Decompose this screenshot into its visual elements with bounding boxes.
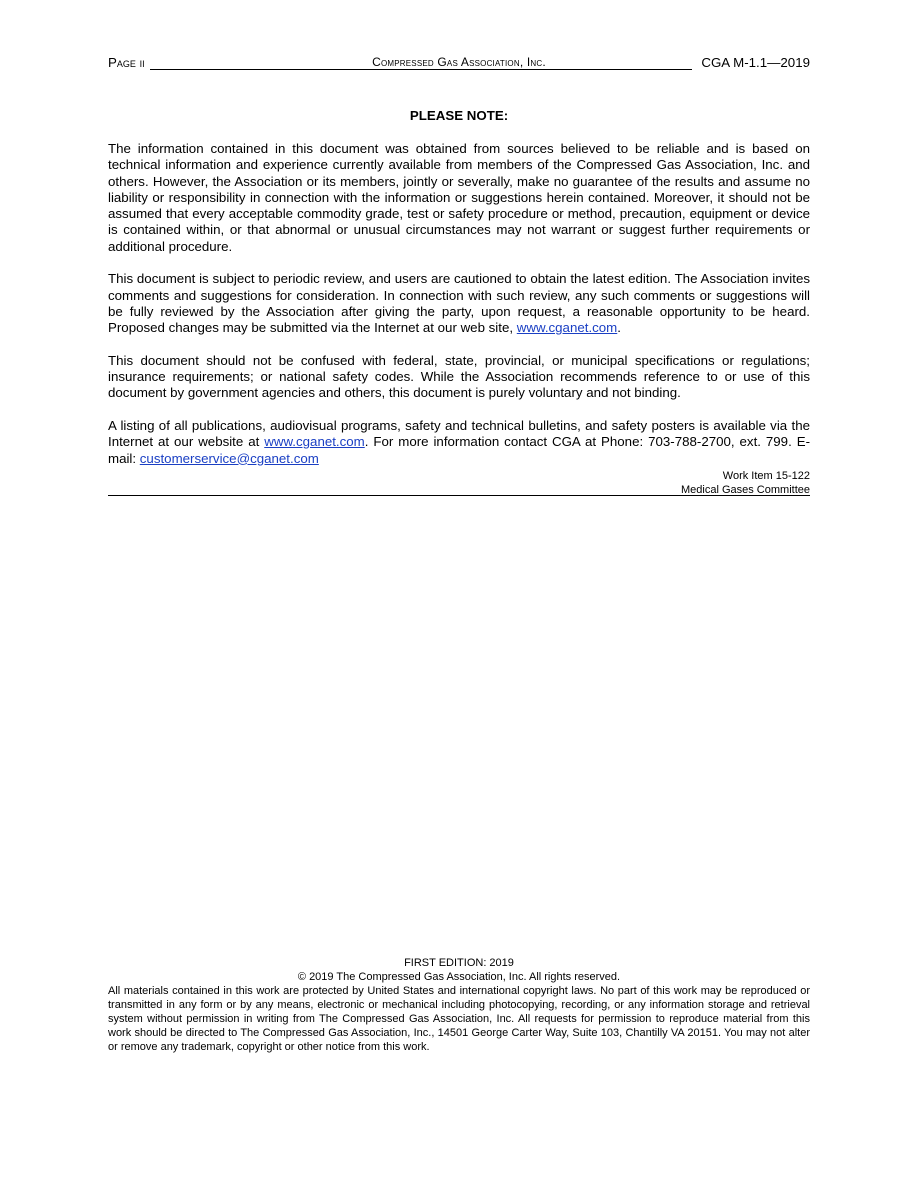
document-page <box>108 0 810 1188</box>
notice-title: PLEASE NOTE: <box>409 108 509 123</box>
notice-paragraph-3: This document should not be confused with federal, state, provincial, or municipal specifications or regulations; insurance requirements; or national safety codes. While the Association recommends reference to or use of this document by government agencies and others, this document is purely voluntary and not binding. <box>108 352 810 401</box>
notice-paragraph-1: The information contained in this document was obtained from sources believed to be reliable and is based on technical information and experience currently available from members of the Compressed Gas Association, Inc. and others. However, the Association or its members, jointly or severally, make no guarantee of the results and assume no liability or responsibility in connection with the information or suggestions herein contained. Moreover, it should not be assumed that every acceptable commodity grade, test or safety procedure or method, precaution, equipment or device is contained within, or that abnormal or unusual circumstances may not warrant or suggest further requirements or additional procedure. <box>108 141 810 254</box>
section-rule <box>108 495 810 496</box>
copyright-footer <box>108 956 810 1054</box>
page-label: Page ii <box>108 55 145 70</box>
work-item-id: Work Item 15-122 <box>722 470 810 482</box>
header-organization: Compressed Gas Association, Inc. <box>372 55 546 69</box>
edition-line: FIRST EDITION: 2019 <box>404 957 514 969</box>
notice-body <box>108 141 810 467</box>
email-link[interactable]: customerservice@cganet.com <box>139 450 319 466</box>
header-rule <box>150 69 692 70</box>
document-id: CGA M-1.1—2019 <box>701 55 810 70</box>
website-link[interactable]: www.cganet.com <box>516 320 618 336</box>
rights-paragraph: All materials contained in this work are protected by United States and international copyright laws. No part of this work may be reproduced or transmitted in any form or by any means, electronic or mechanical including photocopying, recording, or any information storage and retrieval system without permission in writing from The Compressed Gas Association, Inc. All requests for permission to reproduce material from this work should be directed to The Compressed Gas Association, Inc., 14501 George Carter Way, Suite 103, Chantilly VA 20151. You may not alter or remove any trademark, copyright or other notice from this work. <box>108 985 810 1053</box>
running-header <box>108 55 810 72</box>
notice-paragraph-4: A listing of all publications, audiovisual programs, safety and technical bulletins, and safety posters is available via the Internet at our website at www.cganet.com. For more information contact CGA at Phone: 703-788-2700, ext. 799. E-mail: customerservice@cganet.com <box>108 418 810 466</box>
committee-name: Medical Gases Committee <box>681 484 810 496</box>
work-item-block <box>681 469 810 497</box>
notice-paragraph-2: This document is subject to periodic review, and users are cautioned to obtain the latest edition. The Association invites comments and suggestions for consideration. In connection with such review, any such comments or suggestions will be fully reviewed by the Association after giving the party, upon request, a reasonable opportunity to be heard. Proposed changes may be submitted via the Internet at our web site, www.cganet.com. <box>108 271 810 336</box>
website-link-2[interactable]: www.cganet.com <box>264 434 365 450</box>
copyright-line: © 2019 The Compressed Gas Association, Inc. All rights reserved. <box>297 971 621 983</box>
